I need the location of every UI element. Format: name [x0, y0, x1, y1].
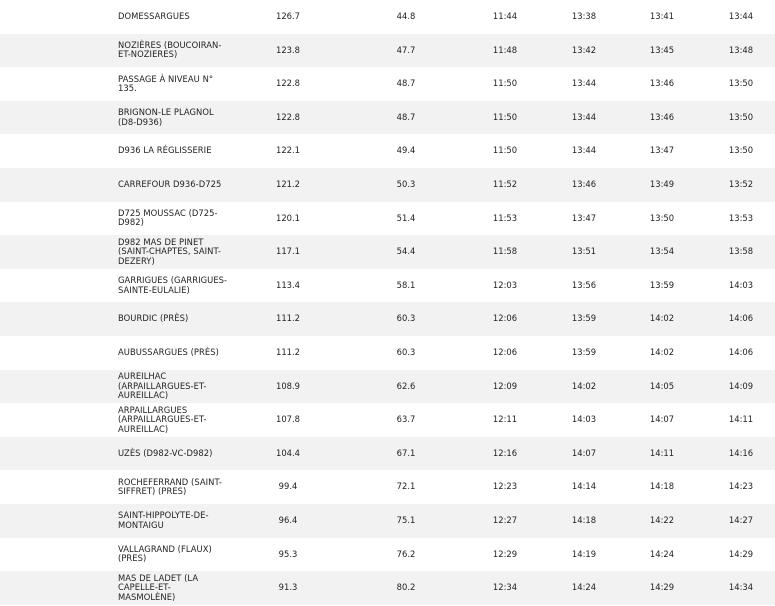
km-remaining: 104.4	[276, 447, 300, 458]
time-2: 13:44	[571, 145, 597, 156]
time-2: 13:38	[571, 11, 597, 22]
time-3: 14:05	[649, 380, 675, 391]
place-name: D725 MOUSSAC (D725- D982)	[118, 207, 218, 228]
time-2: 14:02	[571, 380, 597, 391]
time-2: 14:19	[571, 548, 597, 559]
km-done: 72.1	[396, 481, 416, 492]
km-done: 50.3	[396, 179, 416, 190]
km-remaining: 122.8	[276, 78, 300, 89]
time-2: 13:56	[571, 279, 597, 290]
place-name: SAINT-HIPPOLYTE-DE- MONTAIGU	[118, 510, 209, 530]
table-row	[0, 134, 775, 168]
km-remaining: 122.1	[276, 145, 300, 156]
km-done: 80.2	[396, 582, 416, 593]
time-2: 13:59	[571, 347, 597, 358]
time-1: 11:50	[492, 78, 518, 89]
place-name: AUBUSSARGUES (PRÈS)	[118, 347, 219, 358]
km-done: 63.7	[396, 414, 416, 425]
time-3: 14:29	[649, 582, 675, 593]
place-name: BOURDIC (PRÈS)	[118, 313, 189, 324]
time-2: 14:14	[571, 481, 597, 492]
km-remaining: 99.4	[278, 481, 298, 492]
table-row	[0, 336, 775, 370]
time-2: 13:44	[571, 78, 597, 89]
km-done: 54.4	[396, 246, 416, 257]
place-name: ROCHEFERRAND (SAINT- SIFFRET) (PRES)	[118, 476, 222, 497]
km-done: 48.7	[396, 78, 416, 89]
time-1: 12:06	[492, 347, 518, 358]
place-name: UZÈS (D982-VC-D982)	[118, 447, 213, 458]
time-3: 13:50	[649, 212, 675, 223]
time-4: 14:29	[728, 548, 754, 559]
km-remaining: 121.2	[276, 179, 300, 190]
time-3: 13:46	[649, 78, 675, 89]
time-4: 14:06	[728, 347, 754, 358]
time-4: 13:52	[728, 179, 754, 190]
time-2: 13:44	[571, 111, 597, 122]
time-3: 14:02	[649, 347, 675, 358]
time-4: 13:44	[728, 11, 754, 22]
place-name: VALLAGRAND (FLAUX) (PRES)	[118, 543, 212, 564]
time-1: 11:58	[492, 246, 518, 257]
time-1: 11:50	[492, 111, 518, 122]
time-4: 14:34	[728, 582, 754, 593]
table-row	[0, 0, 775, 34]
time-3: 13:59	[649, 279, 675, 290]
km-done: 62.6	[396, 380, 416, 391]
time-3: 14:07	[649, 414, 675, 425]
km-done: 67.1	[396, 447, 416, 458]
time-2: 13:42	[571, 44, 597, 55]
time-1: 11:48	[492, 44, 518, 55]
table-row	[0, 403, 775, 437]
place-name: CARREFOUR D936-D725	[118, 179, 222, 190]
time-2: 13:47	[571, 212, 597, 223]
time-3: 13:49	[649, 179, 675, 190]
time-1: 11:53	[492, 212, 518, 223]
table-row	[0, 269, 775, 303]
place-name: ARPAILLARGUES (ARPAILLARGUES-ET- AUREILLAC)	[118, 404, 207, 434]
table-row	[0, 67, 775, 101]
time-1: 12:23	[492, 481, 518, 492]
km-done: 48.7	[396, 111, 416, 122]
time-2: 13:59	[571, 313, 597, 324]
time-4: 13:50	[728, 111, 754, 122]
time-4: 14:27	[728, 515, 754, 525]
time-4: 14:03	[728, 279, 754, 290]
table-row	[0, 571, 775, 605]
km-remaining: 123.8	[276, 44, 300, 55]
km-remaining: 111.2	[276, 347, 300, 358]
km-done: 51.4	[396, 212, 416, 223]
km-remaining: 96.4	[278, 515, 298, 525]
table-row	[0, 168, 775, 202]
km-done: 58.1	[396, 279, 416, 290]
km-done: 76.2	[396, 548, 416, 559]
km-remaining: 91.3	[278, 582, 298, 593]
km-remaining: 120.1	[276, 212, 300, 223]
time-3: 13:47	[649, 145, 675, 156]
time-4: 13:50	[728, 78, 754, 89]
table-row	[0, 202, 775, 236]
place-name: AUREILHAC (ARPAILLARGUES-ET- AUREILLAC)	[118, 371, 207, 401]
km-remaining: 111.2	[276, 313, 300, 324]
km-remaining: 107.8	[276, 414, 300, 425]
km-done: 75.1	[396, 515, 416, 525]
table-row	[0, 34, 775, 68]
time-4: 13:50	[728, 145, 754, 156]
km-remaining: 95.3	[278, 548, 298, 559]
km-remaining: 117.1	[276, 246, 300, 257]
time-2: 13:46	[571, 179, 597, 190]
km-remaining: 108.9	[276, 380, 300, 391]
km-done: 47.7	[396, 44, 416, 55]
km-done: 49.4	[396, 145, 416, 156]
time-1: 12:29	[492, 548, 518, 559]
time-4: 14:06	[728, 313, 754, 324]
place-name: D936 LA RÉGLISSERIE	[118, 145, 212, 156]
km-done: 60.3	[396, 313, 416, 324]
time-3: 13:46	[649, 111, 675, 122]
time-1: 12:16	[492, 447, 518, 458]
time-2: 14:18	[571, 515, 597, 525]
table-row	[0, 437, 775, 471]
time-3: 14:02	[649, 313, 675, 324]
time-4: 14:16	[728, 447, 754, 458]
km-remaining: 122.8	[276, 111, 300, 122]
time-1: 12:03	[492, 279, 518, 290]
place-name: GARRIGUES (GARRIGUES- SAINTE-EULALIE)	[118, 275, 228, 295]
time-4: 14:09	[728, 380, 754, 391]
time-1: 11:44	[492, 11, 518, 22]
time-2: 14:03	[571, 414, 597, 425]
km-remaining: 113.4	[276, 279, 300, 290]
time-3: 14:22	[649, 515, 675, 525]
table-row	[0, 538, 775, 572]
time-4: 13:48	[728, 44, 754, 55]
place-name: MAS DE LADET (LA CAPELLE-ET- MASMOLÈNE)	[118, 572, 199, 602]
time-1: 11:52	[492, 179, 518, 190]
place-name: BRIGNON-LE PLAGNOL (D8-D936)	[118, 107, 214, 127]
time-2: 14:24	[571, 582, 597, 593]
time-4: 14:23	[728, 481, 754, 492]
time-1: 12:34	[492, 582, 518, 593]
table-row	[0, 370, 775, 404]
time-3: 13:54	[649, 246, 675, 257]
table-row	[0, 101, 775, 135]
km-done: 60.3	[396, 347, 416, 358]
time-4: 13:58	[728, 246, 754, 257]
place-name: D982 MAS DE PINET (SAINT-CHAPTES, SAINT- DEZERY)	[118, 236, 221, 266]
time-4: 14:11	[728, 414, 754, 425]
time-3: 14:18	[649, 481, 675, 492]
km-done: 44.8	[396, 11, 416, 22]
table-row	[0, 504, 775, 538]
time-1: 12:11	[492, 414, 518, 425]
time-3: 13:41	[649, 11, 675, 22]
time-2: 14:07	[571, 447, 597, 458]
time-1: 12:06	[492, 313, 518, 324]
time-1: 12:09	[492, 380, 518, 391]
time-3: 14:11	[649, 447, 675, 458]
time-4: 13:53	[728, 212, 754, 223]
time-3: 13:45	[649, 44, 675, 55]
time-1: 11:50	[492, 145, 518, 156]
place-name: NOZIÈRES (BOUCOIRAN- ET-NOZIERES)	[118, 39, 222, 60]
table-row	[0, 302, 775, 336]
table-row	[0, 235, 775, 269]
time-2: 13:51	[571, 246, 597, 257]
place-name: PASSAGE À NIVEAU N° 135.	[118, 73, 214, 93]
time-1: 12:27	[492, 515, 518, 525]
place-name: DOMESSARGUES	[118, 11, 190, 22]
time-3: 14:24	[649, 548, 675, 559]
table-row	[0, 470, 775, 504]
km-remaining: 126.7	[276, 11, 300, 22]
